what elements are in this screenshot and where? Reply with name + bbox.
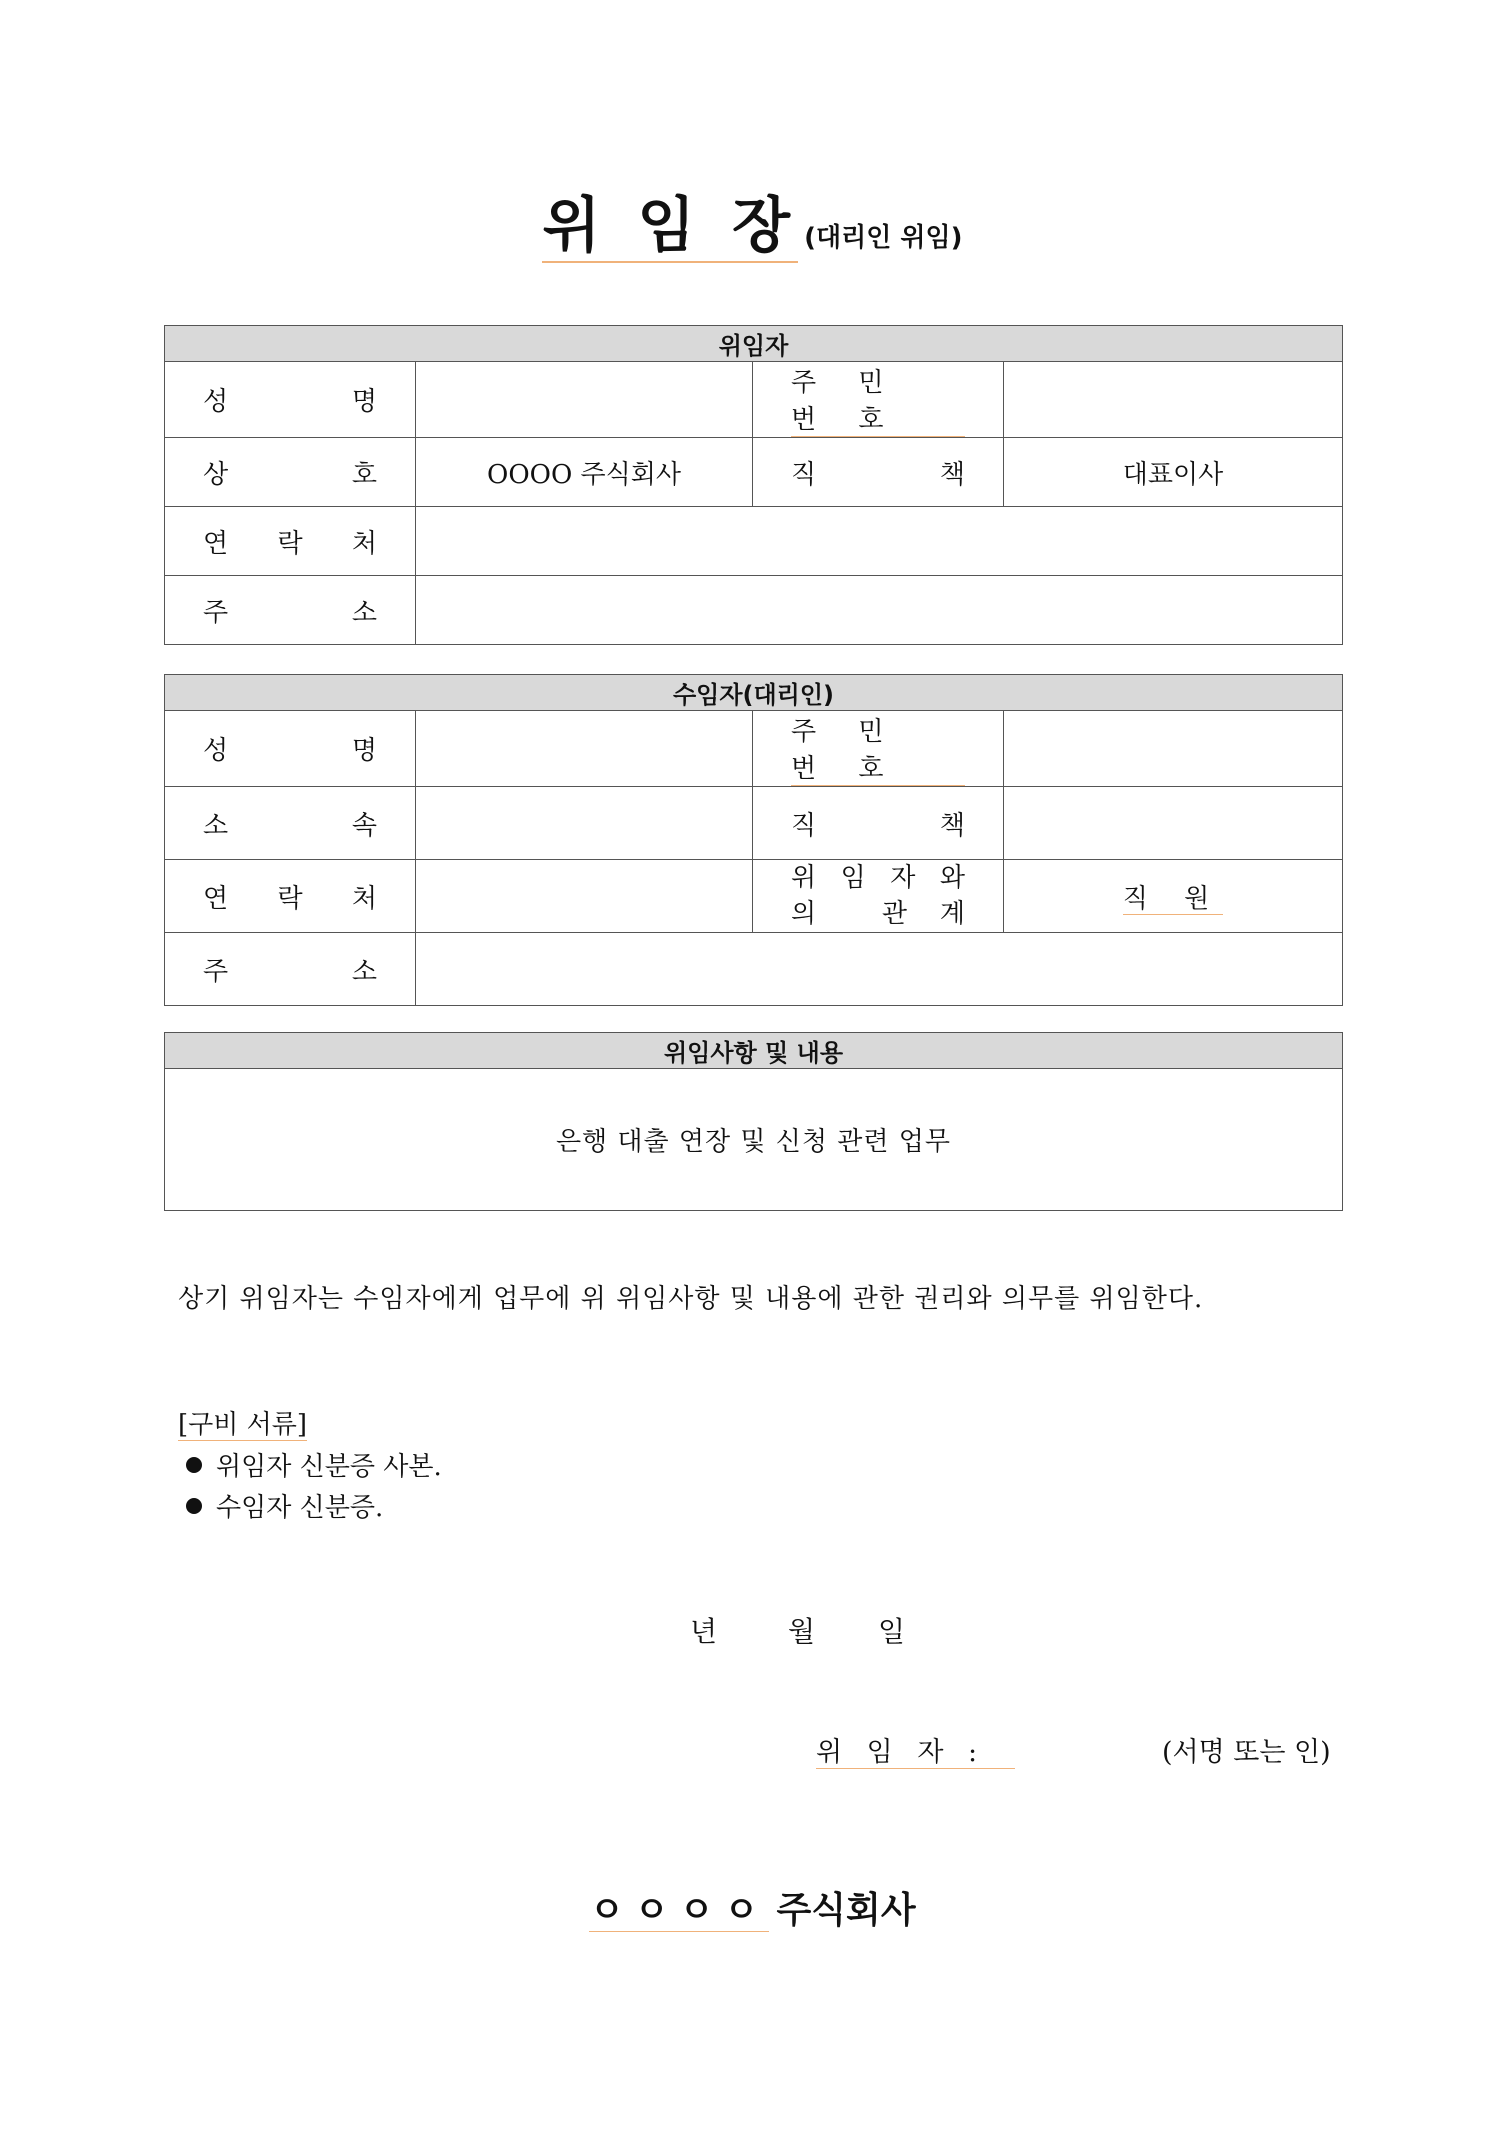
delegate-id-field[interactable] [1004,711,1343,787]
mandate-content[interactable]: 은행 대출 연장 및 신청 관련 업무 [165,1069,1343,1211]
delegator-header: 위임자 [165,326,1343,362]
delegator-contact-label: 연 락 처 [165,507,416,576]
delegator-name-label: 성 명 [165,362,416,438]
mandate-table [164,1032,1343,1211]
delegator-table [164,325,1343,645]
date-year: 년 [690,1615,718,1648]
delegate-contact-label: 연 락 처 [165,860,416,933]
delegate-contact-field[interactable] [416,860,753,933]
date-day: 일 [878,1615,906,1648]
delegator-company-value[interactable]: OOOO 주식회사 [416,438,753,507]
company-suffix: 주식회사 [776,1890,916,1931]
delegate-relation-value[interactable]: 직 원 [1004,860,1343,933]
delegate-address-field[interactable] [416,933,1343,1006]
title-sub: (대리인 위임) [804,223,963,253]
signature-note: (서명 또는 인) [1162,1737,1331,1768]
delegate-address-label: 주 소 [165,933,416,1006]
delegate-position-field[interactable] [1004,787,1343,860]
date-line[interactable] [690,1610,905,1650]
delegator-position-label: 직 책 [753,438,1004,507]
delegator-company-label: 상 호 [165,438,416,507]
documents-heading: [구비 서류] [178,1410,308,1440]
document-item: 위임자 신분증 사본. [186,1444,442,1485]
documents-list [186,1444,442,1526]
signature-label[interactable]: 위 임 자 : [816,1730,1015,1769]
delegation-statement: 상기 위임자는 수임자에게 업무에 위 위임사항 및 내용에 관한 권리와 의무를 위임한다. [178,1284,1204,1314]
delegator-id-label: 주 민 번 호 [753,362,1004,438]
mandate-header: 위임사항 및 내용 [165,1033,1343,1069]
date-month: 월 [788,1615,816,1648]
document-item: 수임자 신분증. [186,1485,442,1526]
delegator-contact-field[interactable] [416,507,1343,576]
document-title [0,178,1505,264]
delegator-position-value[interactable]: 대표이사 [1004,438,1343,507]
title-main: 위 임 장 [542,191,799,261]
delegator-address-field[interactable] [416,576,1343,645]
delegator-name-field[interactable] [416,362,753,438]
bullet-icon [186,1498,202,1514]
delegate-table [164,674,1343,1006]
delegate-id-label: 주 민 번 호 [753,711,1004,787]
bullet-icon [186,1457,202,1473]
company-circles: ㅇㅇㅇㅇ [589,1890,769,1931]
delegate-affiliation-label: 소 속 [165,787,416,860]
delegate-header: 수임자(대리인) [165,675,1343,711]
delegator-address-label: 주 소 [165,576,416,645]
delegate-affiliation-field[interactable] [416,787,753,860]
delegate-name-field[interactable] [416,711,753,787]
delegate-relation-label: 위 임 자 와 의 관 계 [753,860,1004,933]
delegate-name-label: 성 명 [165,711,416,787]
delegator-id-field[interactable] [1004,362,1343,438]
delegate-position-label: 직 책 [753,787,1004,860]
company-name [0,1882,1505,1933]
